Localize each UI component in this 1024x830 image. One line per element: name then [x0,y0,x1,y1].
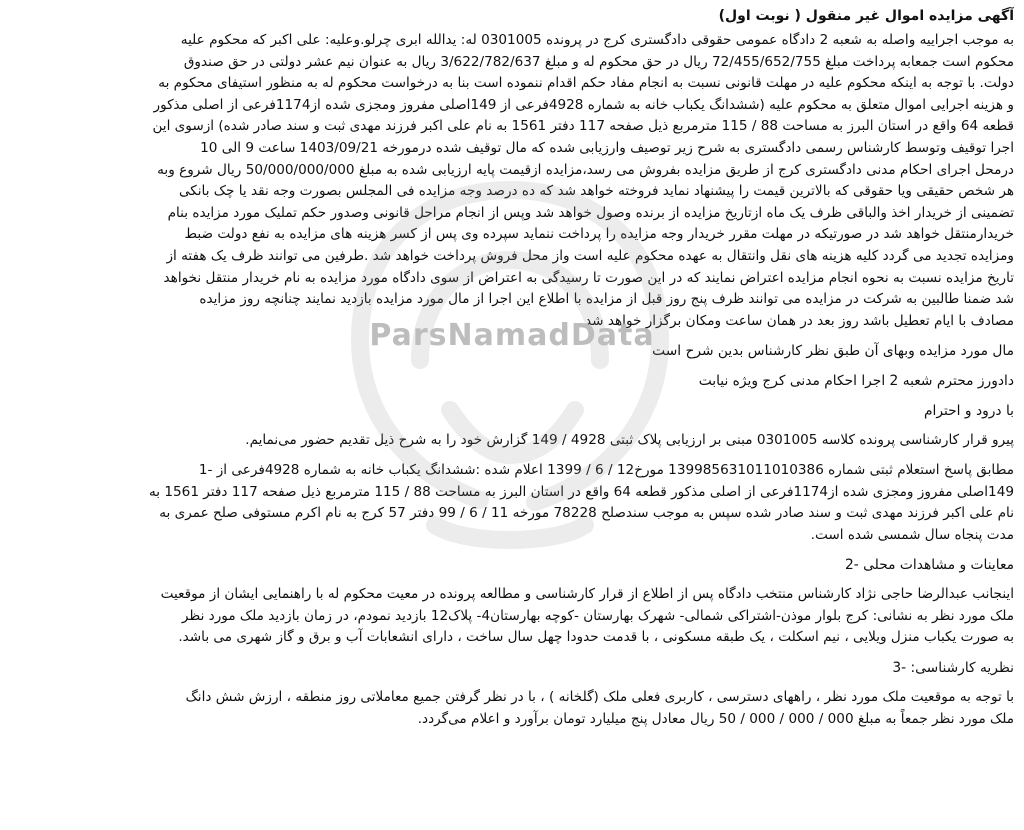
section3-line: با توجه به موقعیت ملک مورد نظر ، راههای دسترسی ، کاربری فعلی ملک (گلخانه ) ، با در نظر گرفتن جمیع معاملاتی روز منطقه ، ارزش شش دانگ [185,689,1014,706]
section2-line: ملک مورد نظر به نشانی: کرج بلوار موذن-اشتراکی شمالی- شهرک بهارستان -کوچه بهارستان4- پلاک12 بازدید نمودم، در زمان بازدید ملک مورد نظر [181,607,1014,624]
watermark-text: ParsNamadData [369,318,655,353]
report-intro: پیرو قرار کارشناسی پرونده کلاسه 0301005 مبنی بر ارزیابی پلاک ثبتی 4928 / 149 گزارش خود را به شرح ذیل تقدیم حضور می‌نمایم. [245,432,1014,449]
body-line: قطعه 64 واقع در استان البرز به مساحت 88 / 115 مترمربع ذیل صفحه 117 دفتر 1561 به نام علی اکبر فرزند مهدی ثبت و سند صادر شده) ازسوی این [152,118,1014,135]
addressee-line: دادورز محترم شعبه 2 اجرا احکام مدنی کرج ویژه نیابت [698,373,1014,390]
body-line: تاریخ مزایده نسبت به نحوه انجام مزایده اعتراض نمایند که در این صورت تا رسیدگی به اعتراض از سوی دادگاه مورد مزایده به نام خریدار منتقل نخواهد [163,269,1014,286]
body-line: دولت. با توجه به اینکه محکوم علیه در مهلت قانونی نسبت به انجام مفاد حکم اقدام ننموده است بنا به درخواست محکوم له به منظور استیفای محکوم به [158,75,1014,92]
body-line: هر شخص حقیقی ویا حقوقی که بالاترین قیمت را پیشنهاد نماید فروخته خواهد شد که ده درصد وجه مزایده فی المجلس بصورت وجه نقد یا چک بانکی [178,183,1014,200]
section1-line: نام علی اکبر فرزند مهدی ثبت و سند صادر شده سپس به موجب سندصلح 78228 مورخه 11 / 6 / 99 دفتر 57 کرج به نام اکرم مستوفی صلح عمری به [159,505,1014,522]
section1-line: مدت پنجاه سال شمسی شده است. [810,526,1014,543]
body-line: محکوم است جمعابه پرداخت مبلغ 72/455/652/755 ریال در حق محکوم له و مبلغ 3/622/782/637 ریال به عنوان نیم عشر دولتی در حق صندوق [183,53,1014,70]
greeting-line: با درود و احترام [924,403,1014,420]
body-line: تضمینی از خریدار اخذ والباقی ظرف یک ماه ازتاریخ مزایده از برنده وصول خواهد شد وپس از انجام مراحل قانونی وصدور حکم تملیک مورد مزایده بنام [167,204,1014,221]
body-line: شد ضمنا طالبین به شرکت در مزایده می توانند ظرف پنج روز قبل از مزایده با اطلاع این اجرا از مال مورد مزایده بازدید نمایند چنانچه روز مزایده [199,291,1014,308]
body-line: اجرا توقیف وتوسط کارشناس رسمی دادگستری به شرح زیر توصیف وارزیابی شده که مال توقیف شده درمورخه 1403/09/21 ساعت 9 الی 10 [200,139,1014,156]
body-line: به موجب اجراییه واصله به شعبه 2 دادگاه عمومی حقوقی دادگستری کرج در پرونده 0301005 له: یدالله ابری چرلو.وعلیه: علی اکبر که محکوم علیه [180,32,1014,48]
body-line: مصادف با ایام تعطیل باشد روز بعد در همان ساعت ومکان برگزار خواهد شد . [576,312,1014,329]
body-line: ومزایده تجدید می گردد کلیه هزینه های نقل وانتقال به عهده محکوم علیه است واز محل فروش پرداخت خواهد شد .طرفین می توانند ظرف یک هفته از [166,247,1014,264]
body-line: خریدارمنتقل خواهد شد در صورتیکه در مهلت مقرر خریدار وجه مزایده را پرداخت ننماید سپرده وی پس از کسر هزینه های مزایده به نفع دولت ضبط [184,226,1014,243]
section2-title: معاینات و مشاهدات محلی -2 [844,557,1014,574]
notice-title: آگهی مزایده اموال غیر منقول ( نوبت اول) [718,8,1014,24]
body-line: درمحل اجرای احکام مدنی دادگستری کرج از طریق مزایده بفروش می رسد،مزایده ازقیمت پایه ارزیابی شده به مبلغ 50/000/000/000 ریال شروع وبه [157,161,1014,178]
section3-line: ملک مورد نظر جمعاً به مبلغ 000 / 000 / 000 / 50 ریال معادل پنج میلیارد تومان برآورد و اعلام می‌گردد. [417,710,1014,727]
section1-line: مطابق پاسخ استعلام ثبتی شماره 139985631011010386 مورخ12 / 6 / 1399 اعلام شده :ششدانگ یکباب خانه به شماره 4928فرعی از -1 [198,461,1014,478]
section2-line: اینجانب عبدالرضا حاجی نژاد کارشناس منتخب دادگاه پس از اطلاع از قرار کارشناسی و مطالعه پرونده در معیت محکوم له با راهنمایی ایشان از موقعیت [160,586,1014,603]
subject-line: مال مورد مزایده وبهای آن طبق نظر کارشناس بدین شرح است [652,343,1014,360]
section1-line: 149اصلی مفروز ومجزی شده از1174فرعی از اصلی مذکور قطعه 64 واقع در استان البرز به مساحت 88 / 115 مترمربع ذیل صفحه 117 دفتر 1561 به [148,483,1014,500]
section2-line: به صورت یکباب منزل ویلایی ، نیم اسکلت ، یک طبقه مسکونی ، با قدمت حدودا چهل سال ساخت ، دارای انشعابات آب و برق و گاز شهری می باشد. [178,629,1014,646]
body-line: و هزینه اجرایی اموال متعلق به محکوم علیه (ششدانگ یکباب خانه به شماره 4928فرعی از 149اصلی مفروز ومجزی شده از1174فرعی از اصلی مذکور [153,96,1014,113]
section3-title: نظریه کارشناسی: -3 [892,660,1014,677]
